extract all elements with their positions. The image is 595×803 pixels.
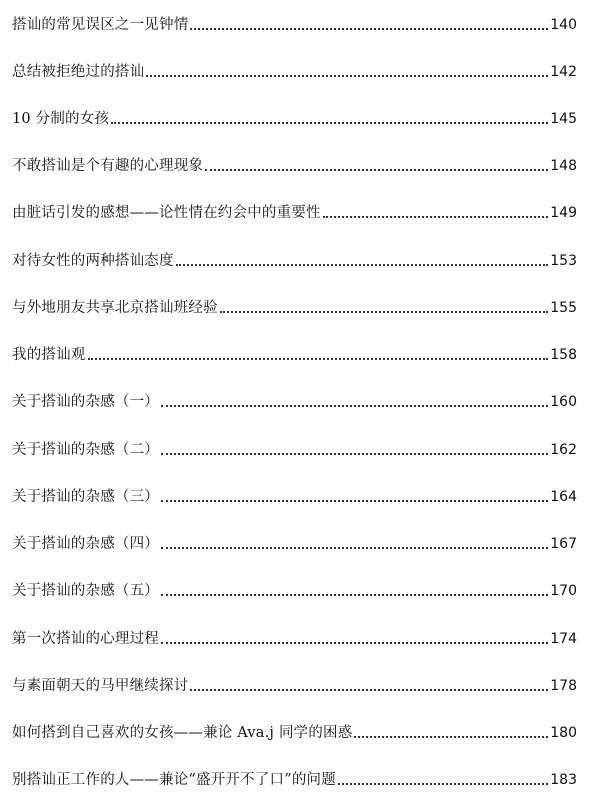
toc-entry-page[interactable]: 140 <box>550 17 577 33</box>
toc-entry-title[interactable]: 不敢搭讪是个有趣的心理现象 <box>12 158 204 174</box>
toc-entry-title[interactable]: 关于搭讪的杂感（四） <box>12 536 159 552</box>
toc-entry-page[interactable]: 145 <box>550 111 577 127</box>
toc-entry-page[interactable]: 167 <box>550 536 577 552</box>
dot-leader <box>161 642 548 644</box>
dot-leader <box>88 358 549 360</box>
toc-entry[interactable] <box>12 435 577 459</box>
dot-leader <box>220 311 548 313</box>
toc-entry[interactable] <box>12 151 577 175</box>
toc-entry-title[interactable]: 我的搭讪观 <box>12 347 86 363</box>
toc-entry-page[interactable]: 180 <box>550 725 577 741</box>
toc-entry-title[interactable]: 关于搭讪的杂感（三） <box>12 489 159 505</box>
toc-entry[interactable] <box>12 387 577 411</box>
toc-entry[interactable] <box>12 482 577 506</box>
toc-entry[interactable] <box>12 765 577 789</box>
toc-entry[interactable] <box>12 340 577 364</box>
toc-entry-page[interactable]: 142 <box>550 64 577 80</box>
dot-leader <box>146 75 548 77</box>
toc-entry[interactable] <box>12 529 577 553</box>
toc-entry-title[interactable]: 由脏话引发的感想——论性情在约会中的重要性 <box>12 205 321 221</box>
toc-entry-page[interactable]: 183 <box>550 772 577 788</box>
toc-entry[interactable] <box>12 10 577 34</box>
dot-leader <box>190 28 548 30</box>
toc-entry-title[interactable]: 与外地朋友共享北京搭讪班经验 <box>12 300 218 316</box>
dot-leader <box>338 783 548 785</box>
toc-entry[interactable] <box>12 246 577 270</box>
toc-entry-page[interactable]: 155 <box>550 300 577 316</box>
toc-entry-page[interactable]: 178 <box>550 678 577 694</box>
toc-entry[interactable] <box>12 104 577 128</box>
toc-entry[interactable] <box>12 576 577 600</box>
toc-entry[interactable] <box>12 57 577 81</box>
toc-entry-page[interactable]: 148 <box>550 158 577 174</box>
dot-leader <box>205 169 548 171</box>
toc-entry-title[interactable]: 关于搭讪的杂感（一） <box>12 394 159 410</box>
toc-entry[interactable] <box>12 718 577 742</box>
toc-entry-title[interactable]: 对待女性的两种搭讪态度 <box>12 253 174 269</box>
dot-leader <box>323 216 549 218</box>
dot-leader <box>190 689 548 691</box>
toc-entry[interactable] <box>12 293 577 317</box>
toc-entry-title[interactable]: 搭讪的常见误区之一见钟情 <box>12 17 189 33</box>
toc-entry-page[interactable]: 162 <box>550 442 577 458</box>
toc-entry[interactable] <box>12 671 577 695</box>
toc-entry[interactable] <box>12 624 577 648</box>
toc-entry-page[interactable]: 149 <box>550 205 577 221</box>
toc-entry-title[interactable]: 如何搭到自己喜欢的女孩——兼论 Ava.j 同学的困惑 <box>12 725 353 741</box>
toc-entry-page[interactable]: 153 <box>550 253 577 269</box>
toc-entry-page[interactable]: 164 <box>550 489 577 505</box>
toc-entry-page[interactable]: 160 <box>550 394 577 410</box>
dot-leader <box>176 264 549 266</box>
toc-entry[interactable] <box>12 198 577 222</box>
toc-entry-page[interactable]: 170 <box>550 583 577 599</box>
dot-leader <box>161 547 548 549</box>
toc-entry-page[interactable]: 158 <box>550 347 577 363</box>
toc-entry-title[interactable]: 关于搭讪的杂感（二） <box>12 442 159 458</box>
toc-entry-title[interactable]: 10 分制的女孩 <box>12 111 110 127</box>
dot-leader <box>354 736 548 738</box>
dot-leader <box>161 594 548 596</box>
toc-entry-page[interactable]: 174 <box>550 631 577 647</box>
toc-entry-title[interactable]: 总结被拒绝过的搭讪 <box>12 64 145 80</box>
toc-entry-title[interactable]: 第一次搭讪的心理过程 <box>12 631 159 647</box>
dot-leader <box>161 405 548 407</box>
dot-leader <box>161 500 548 502</box>
toc-entry-title[interactable]: 别搭讪正工作的人——兼论“盛开开不了口”的问题 <box>12 772 336 788</box>
toc-entry-title[interactable]: 与素面朝天的马甲继续探讨 <box>12 678 189 694</box>
toc-entry-title[interactable]: 关于搭讪的杂感（五） <box>12 583 159 599</box>
dot-leader <box>161 453 548 455</box>
dot-leader <box>111 122 548 124</box>
